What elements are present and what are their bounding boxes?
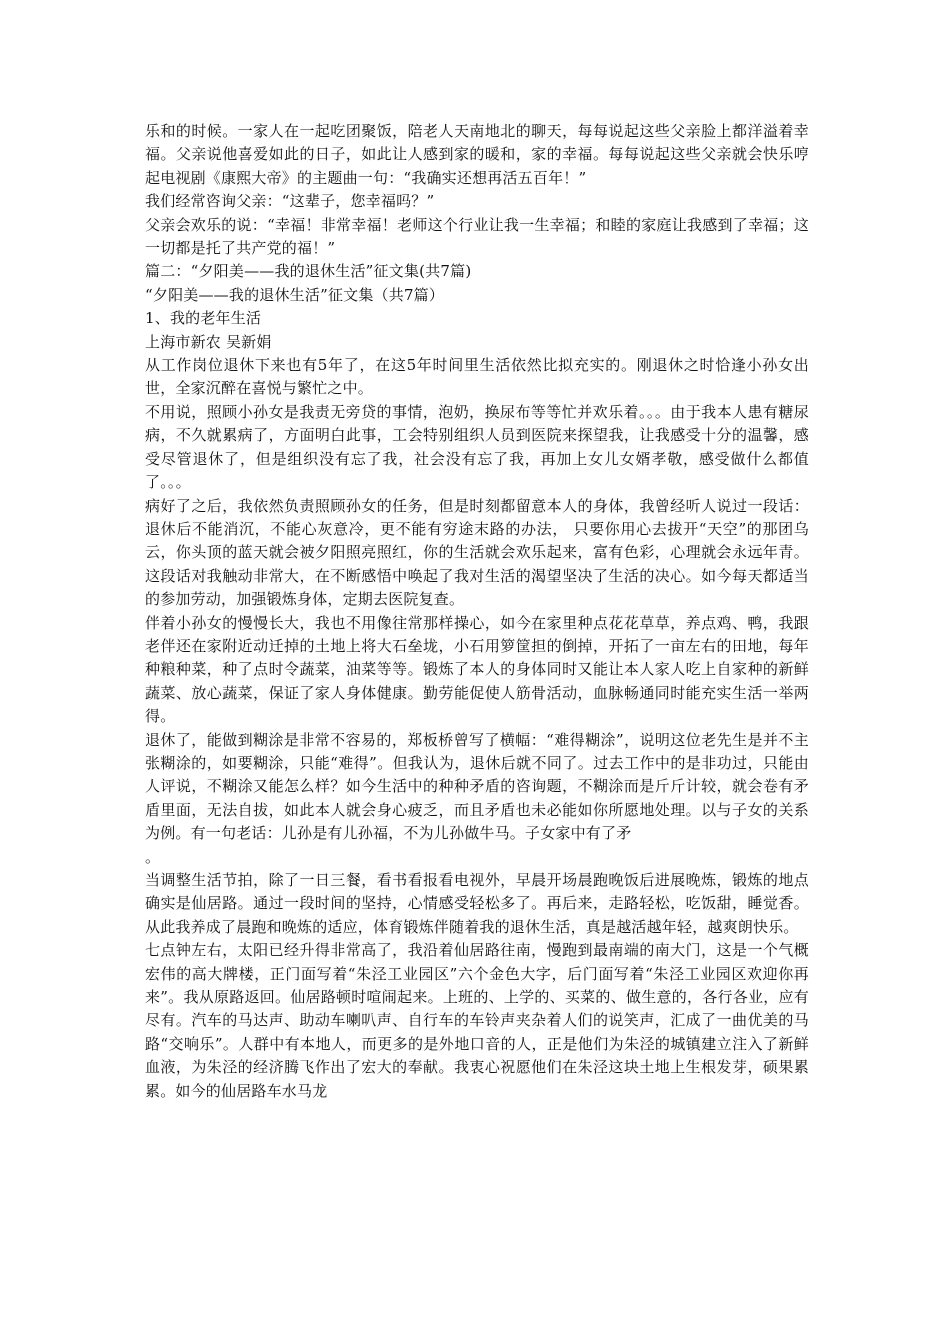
paragraph: 。 — [145, 847, 161, 866]
paragraph: 乐和的时候。一家人在一起吃团聚饭，陪老人天南地北的聊天，每每说起这些父亲脸上都洋溢着幸福。父亲说他喜爱如此的日子，如此让人感到家的暖和，家的幸福。每每说起这些父亲就会快乐哼起电视剧《康熙大帝》的主题曲一句：“我确实还想再活五百年！” — [145, 122, 809, 187]
paragraph: 伴着小孙女的慢慢长大，我也不用像往常那样操心，如今在家里种点花花草草，养点鸡、鸭，我跟老伴还在家附近动迁掉的土地上将大石垒垅，小石用箩筐担的倒掉，开拓了一亩左右的田地，每年种粮种菜，种了点时令蔬菜，油菜等等。锻炼了本人的身体同时又能让本人家人吃上自家种的新鲜蔬菜、放心蔬菜，保证了家人身体健康。勤劳能促使人筋骨活动，血脉畅通同时能充实生活一举两得。 — [145, 613, 809, 726]
paragraph: 退休了，能做到糊涂是非常不容易的，郑板桥曾写了横幅：“难得糊涂”，说明这位老先生是并不主张糊涂的，如要糊涂，只能“难得”。但我认为，退休后就不同了。过去工作中的是非功过，只能由人评说，不糊涂又能怎么样？如今生活中的种种矛盾的咨询题，不糊涂而是斤斤计较，就会卷有矛盾里面，无法自拔，如此本人就会身心疲乏，而且矛盾也未必能如你所愿地处理。以与子女的关系为例。有一句老话：儿孙是有儿孙福，不为儿孙做牛马。子女家中有了矛 — [145, 730, 809, 843]
paragraph: 病好了之后，我依然负责照顾孙女的任务，但是时刻都留意本人的身体，我曾经听人说过一段话：退休后不能消沉，不能心灰意冷，更不能有穷途末路的办法， 只要你用心去拔开“天空”的那团乌云，你头顶的蓝天就会被夕阳照亮照红，你的生活就会欢乐起来，富有色彩，心理就会永远年青。这段话对我触动非常大，在不断感悟中唤起了我对生活的渴望坚决了生活的决心。如今每天都适当的参加劳动，加强锻炼身体，定期去医院复查。 — [145, 496, 809, 609]
paragraph: 从工作岗位退休下来也有5年了，在这5年时间里生活依然比拟充实的。刚退休之时恰逢小孙女出世，全家沉醉在喜悦与繁忙之中。 — [145, 356, 809, 398]
collection-title: “夕阳美——我的退休生活”征文集（共7篇） — [145, 285, 445, 304]
paragraph: 不用说，照顾小孙女是我责无旁贷的事情，泡奶，换尿布等等忙并欢乐着。。。由于我本人患有糖尿病，不久就累病了，方面明白此事，工会特别组织人员到医院来探望我，让我感受十分的温馨，感受尽管退休了，但是组织没有忘了我，社会没有忘了我，再加上女儿女婿孝敬，感受做什么都值了。。。 — [145, 402, 809, 492]
paragraph: 父亲会欢乐的说：“幸福！非常幸福！老师这个行业让我一生幸福；和睦的家庭让我感到了幸福；这一切都是托了共产党的福！” — [145, 215, 809, 258]
author-line: 上海市新农 吴新娟 — [145, 332, 272, 351]
paragraph: 当调整生活节拍，除了一日三餐，看书看报看电视外，早晨开场晨跑晚饭后进展晚炼，锻炼的地点确实是仙居路。通过一段时间的坚持，心情感受轻松多了。再后来，走路轻松，吃饭甜，睡觉香。从此我养成了晨跑和晚炼的适应，体育锻炼伴随着我的退休生活，真是越活越年轻，越爽朗快乐。 — [145, 871, 809, 936]
article-title: 1、我的老年生活 — [145, 309, 262, 328]
document-body — [145, 120, 809, 1103]
section-heading: 篇二：“夕阳美——我的退休生活”征文集(共7篇) — [145, 262, 472, 281]
paragraph: 七点钟左右，太阳已经升得非常高了，我沿着仙居路往南，慢跑到最南端的南大门，这是一个气概宏伟的高大牌楼，正门面写着“朱泾工业园区”六个金色大字，后门面写着“朱泾工业园区欢迎你再来”。我从原路返回。仙居路顿时喧闹起来。上班的、上学的、买菜的、做生意的，各行各业，应有尽有。汽车的马达声、助动车喇叭声、自行车的车铃声夹杂着人们的说笑声，汇成了一曲优美的马路“交响乐”。人群中有本地人，而更多的是外地口音的人，正是他们为朱泾的城镇建立注入了新鲜血液，为朱泾的经济腾飞作出了宏大的奉献。我衷心祝愿他们在朱泾这块土地上生根发芽，硕果累累。如今的仙居路车水马龙 — [145, 941, 809, 1100]
paragraph: 我们经常咨询父亲：“这辈子，您幸福吗？” — [145, 192, 435, 211]
